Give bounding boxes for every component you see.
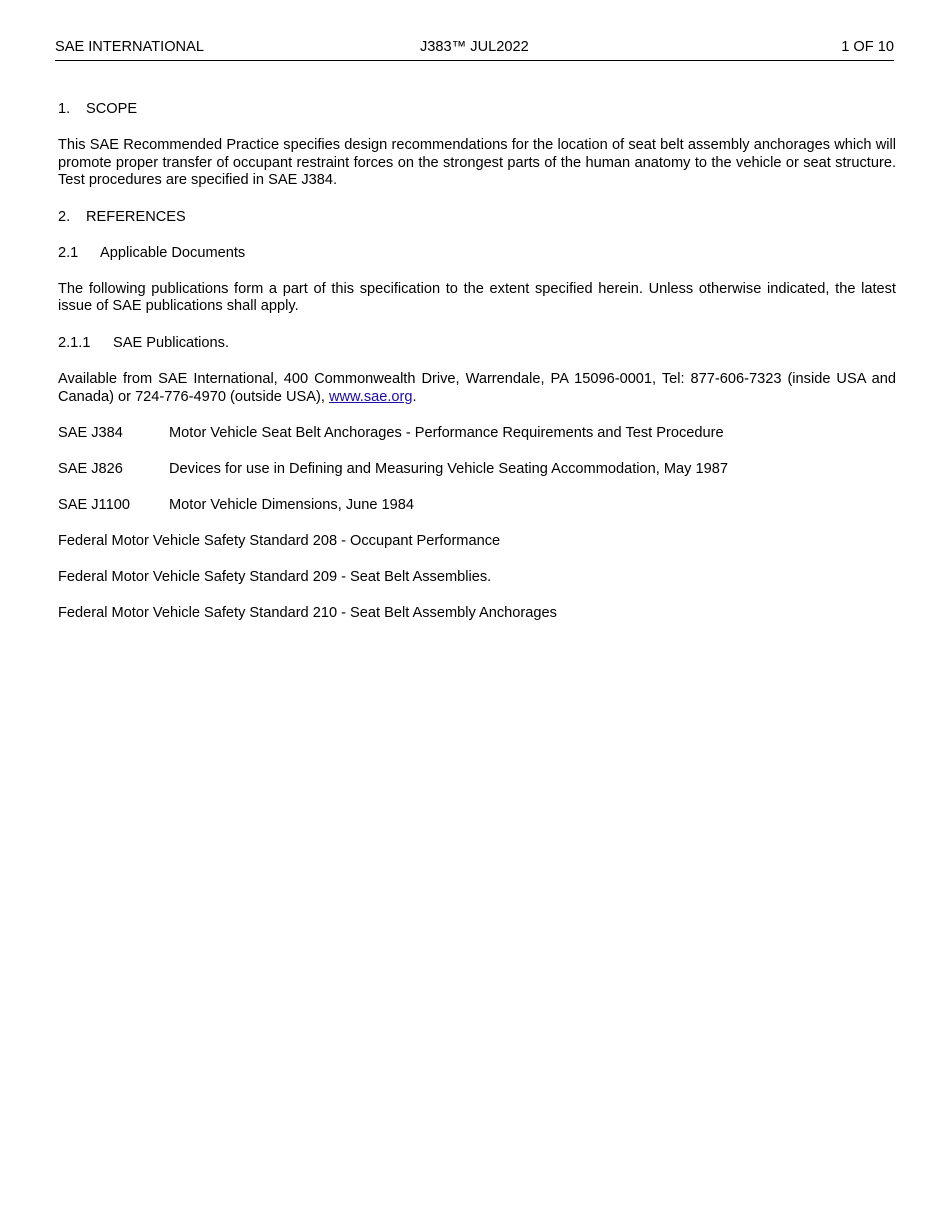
applicable-documents-paragraph: The following publications form a part of this specification to the extent specified herein. Unless otherwise indicated, the latest issue of SAE publications shall apply. [58, 280, 896, 315]
reference-title: Devices for use in Defining and Measuring Vehicle Seating Accommodation, May 1987 [169, 461, 728, 478]
section-heading-sae-publications [58, 335, 896, 352]
header-page-number: 1 OF 10 [841, 39, 894, 55]
section-heading-applicable-documents [58, 245, 896, 262]
section-title: REFERENCES [86, 208, 186, 225]
sae-website-link[interactable]: www.sae.org [328, 388, 413, 405]
section-title: SAE Publications. [113, 334, 230, 351]
section-number: 1. [58, 101, 71, 117]
section-heading-references [58, 209, 896, 226]
section-heading-scope [58, 101, 896, 118]
reference-title: Motor Vehicle Seat Belt Anchorages - Performance Requirements and Test Procedure [169, 425, 724, 442]
sae-publications-paragraph [58, 371, 896, 406]
header-document-id: J383™ JUL2022 [420, 39, 529, 55]
reference-code: SAE J826 [58, 461, 123, 478]
page-header [55, 38, 894, 61]
document-body [58, 101, 896, 641]
reference-item [58, 425, 896, 442]
fmvss-reference: Federal Motor Vehicle Safety Standard 210 - Seat Belt Assembly Anchorages [58, 605, 557, 622]
section-title: SCOPE [86, 101, 138, 117]
fmvss-reference: Federal Motor Vehicle Safety Standard 209 - Seat Belt Assemblies. [58, 569, 492, 586]
section-number: 2. [58, 208, 71, 225]
header-organization: SAE INTERNATIONAL [55, 39, 204, 55]
section-number: 2.1 [58, 244, 79, 261]
availability-text-end: . [412, 388, 417, 405]
fmvss-reference: Federal Motor Vehicle Safety Standard 208 - Occupant Performance [58, 533, 501, 550]
reference-title: Motor Vehicle Dimensions, June 1984 [169, 497, 414, 514]
availability-text: Available from SAE International, 400 Commonwealth Drive, Warrendale, PA 15096-0001, Tel: 877-606-7323 (inside USA and Canada) or 724-776-4970 (outside USA), [58, 370, 896, 405]
reference-item [58, 461, 896, 478]
section-number: 2.1.1 [58, 334, 91, 351]
reference-code: SAE J1100 [58, 497, 130, 514]
reference-item [58, 497, 896, 514]
scope-paragraph: This SAE Recommended Practice specifies design recommendations for the location of seat belt assembly anchorages which will promote proper transfer of occupant restraint forces on the strongest parts of the human anatomy to the vehicle or seat structure. Test procedures are specified in SAE J384. [58, 137, 896, 189]
reference-code: SAE J384 [58, 425, 123, 442]
section-title: Applicable Documents [100, 244, 246, 261]
